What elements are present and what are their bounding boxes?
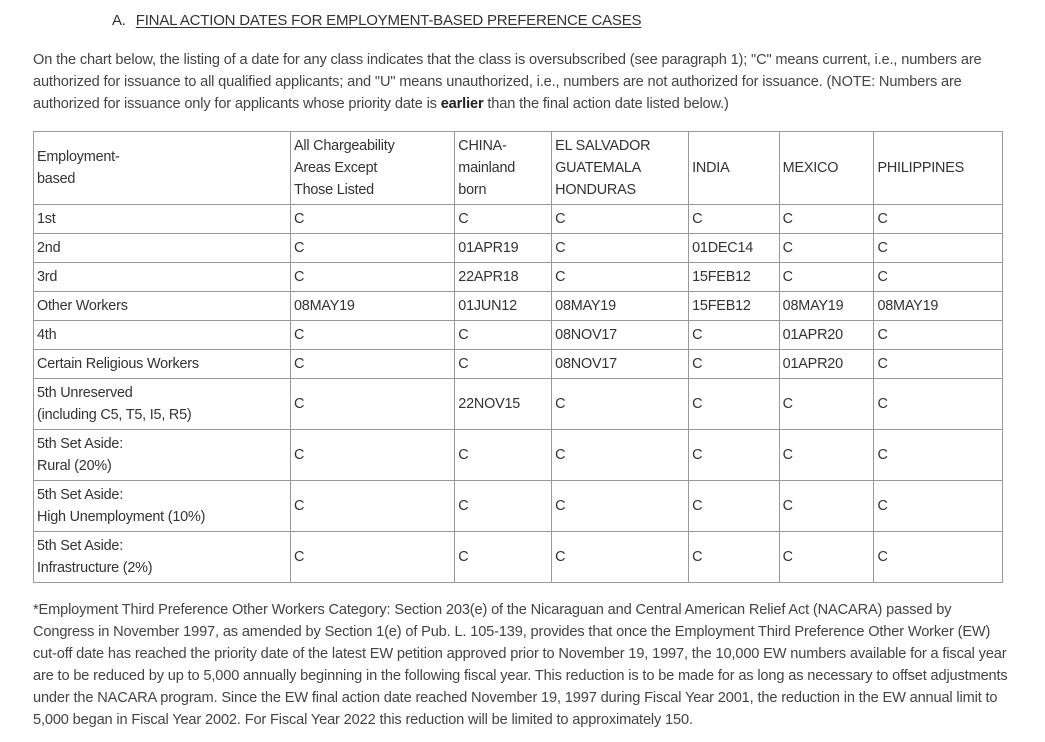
row-label: 4th: [34, 321, 291, 350]
table-cell: C: [290, 430, 454, 481]
row-label: 2nd: [34, 234, 291, 263]
table-cell: C: [689, 350, 780, 379]
header-all-chargeability: All Chargeability Areas Except Those Listed: [290, 132, 454, 205]
table-row: [34, 205, 1003, 234]
table-cell: C: [874, 321, 1003, 350]
table-cell: 01APR20: [779, 321, 874, 350]
header-india: INDIA: [689, 132, 780, 205]
table-cell: 01APR20: [779, 350, 874, 379]
table-row: [34, 481, 1003, 532]
table-cell: C: [290, 263, 454, 292]
intro-emphasis: earlier: [440, 96, 484, 112]
table-cell: C: [455, 481, 552, 532]
table-cell: 22APR18: [455, 263, 552, 292]
table-cell: C: [874, 430, 1003, 481]
table-cell: C: [874, 205, 1003, 234]
table-cell: C: [552, 481, 689, 532]
table-cell: C: [290, 321, 454, 350]
table-cell: C: [455, 430, 552, 481]
intro-paragraph: [33, 49, 1008, 115]
table-cell: 08NOV17: [552, 350, 689, 379]
table-cell: C: [689, 430, 780, 481]
header-philippines: PHILIPPINES: [874, 132, 1003, 205]
table-cell: C: [455, 205, 552, 234]
header-china: CHINA- mainland born: [455, 132, 552, 205]
table-cell: 08MAY19: [290, 292, 454, 321]
table-cell: C: [779, 532, 874, 583]
header-employment-based: Employment- based: [34, 132, 291, 205]
table-cell: C: [455, 532, 552, 583]
row-label: Certain Religious Workers: [34, 350, 291, 379]
row-label: 5th Set Aside: Infrastructure (2%): [34, 532, 291, 583]
table-header-row: [34, 132, 1003, 205]
table-cell: C: [779, 205, 874, 234]
table-cell: C: [779, 379, 874, 430]
footnote: *Employment Third Preference Other Workers Category: Section 203(e) of the Nicaraguan and Central American Relief Act (NACARA) passed by Congress in November 1997, as amended by Section 1(e) of Pub. L. 105-139, provides that once the Employment Third Preference Other Worker (EW) cut-off date has reached the priority date of the latest EW petition approved prior to November 19, 1997, the 10,000 EW numbers available for a fiscal year are to be reduced by up to 5,000 annually beginning in the following fiscal year. This reduction is to be made for as long as necessary to offset adjustments under the NACARA program. Since the EW final action date reached November 19, 1997 during Fiscal Year 2001, the reduction in the EW annual limit to 5,000 began in Fiscal Year 2002. For Fiscal Year 2022 this reduction will be limited to approximately 150.: [33, 602, 1008, 728]
table-cell: C: [779, 234, 874, 263]
table-cell: C: [290, 481, 454, 532]
table-cell: C: [552, 205, 689, 234]
table-cell: C: [874, 532, 1003, 583]
table-cell: C: [455, 321, 552, 350]
section-title: FINAL ACTION DATES FOR EMPLOYMENT-BASED PREFERENCE CASES: [135, 12, 642, 29]
table-row: [34, 321, 1003, 350]
table-cell: 15FEB12: [689, 263, 780, 292]
final-action-dates-table: [33, 131, 1003, 583]
table-cell: C: [689, 205, 780, 234]
table-cell: 01APR19: [455, 234, 552, 263]
intro-text: On the chart below, the listing of a date for any class indicates that the class is oversubscribed (see paragraph 1); "C" means current, i.e., numbers are authorized for issuance to all qualified applicants; and "U" means unauthorized, i.e., numbers are not authorized for issuance. (NOTE: Numbers are authorized for issuance only for applicants whose priority date is: [33, 52, 982, 112]
table-row: [34, 292, 1003, 321]
table-row: [34, 379, 1003, 430]
table-cell: 01JUN12: [455, 292, 552, 321]
section-number: A.: [112, 12, 126, 29]
table-cell: C: [552, 379, 689, 430]
intro-text-end: than the final action date listed below.): [483, 96, 729, 112]
table-cell: C: [552, 234, 689, 263]
table-cell: C: [874, 350, 1003, 379]
table-cell: 08NOV17: [552, 321, 689, 350]
table-cell: C: [689, 321, 780, 350]
table-cell: 08MAY19: [779, 292, 874, 321]
table-cell: C: [779, 481, 874, 532]
table-cell: C: [552, 263, 689, 292]
table-row: [34, 532, 1003, 583]
table-row: [34, 430, 1003, 481]
table-cell: C: [290, 234, 454, 263]
table-cell: C: [552, 430, 689, 481]
table-cell: 08MAY19: [552, 292, 689, 321]
table-cell: C: [290, 205, 454, 234]
table-cell: 01DEC14: [689, 234, 780, 263]
table-cell: C: [689, 532, 780, 583]
table-cell: 22NOV15: [455, 379, 552, 430]
table-cell: 15FEB12: [689, 292, 780, 321]
table-cell: C: [689, 481, 780, 532]
row-label: 5th Set Aside: High Unemployment (10%): [34, 481, 291, 532]
table-row: [34, 234, 1003, 263]
table-cell: C: [290, 379, 454, 430]
row-label: 5th Unreserved (including C5, T5, I5, R5): [34, 379, 291, 430]
table-row: [34, 350, 1003, 379]
table-cell: C: [779, 430, 874, 481]
row-label: 1st: [34, 205, 291, 234]
row-label: 5th Set Aside: Rural (20%): [34, 430, 291, 481]
table-cell: 08MAY19: [874, 292, 1003, 321]
table-row: [34, 263, 1003, 292]
table-cell: C: [874, 263, 1003, 292]
table-cell: C: [874, 234, 1003, 263]
header-el-salvador-guatemala-honduras: EL SALVADOR GUATEMALA HONDURAS: [552, 132, 689, 205]
table-cell: C: [779, 263, 874, 292]
header-mexico: MEXICO: [779, 132, 874, 205]
row-label: 3rd: [34, 263, 291, 292]
table-cell: C: [290, 350, 454, 379]
table-cell: C: [874, 481, 1003, 532]
section-heading: [112, 12, 641, 29]
table-cell: C: [689, 379, 780, 430]
table-cell: C: [552, 532, 689, 583]
table-cell: C: [290, 532, 454, 583]
table-cell: C: [455, 350, 552, 379]
row-label: Other Workers: [34, 292, 291, 321]
table-cell: C: [874, 379, 1003, 430]
